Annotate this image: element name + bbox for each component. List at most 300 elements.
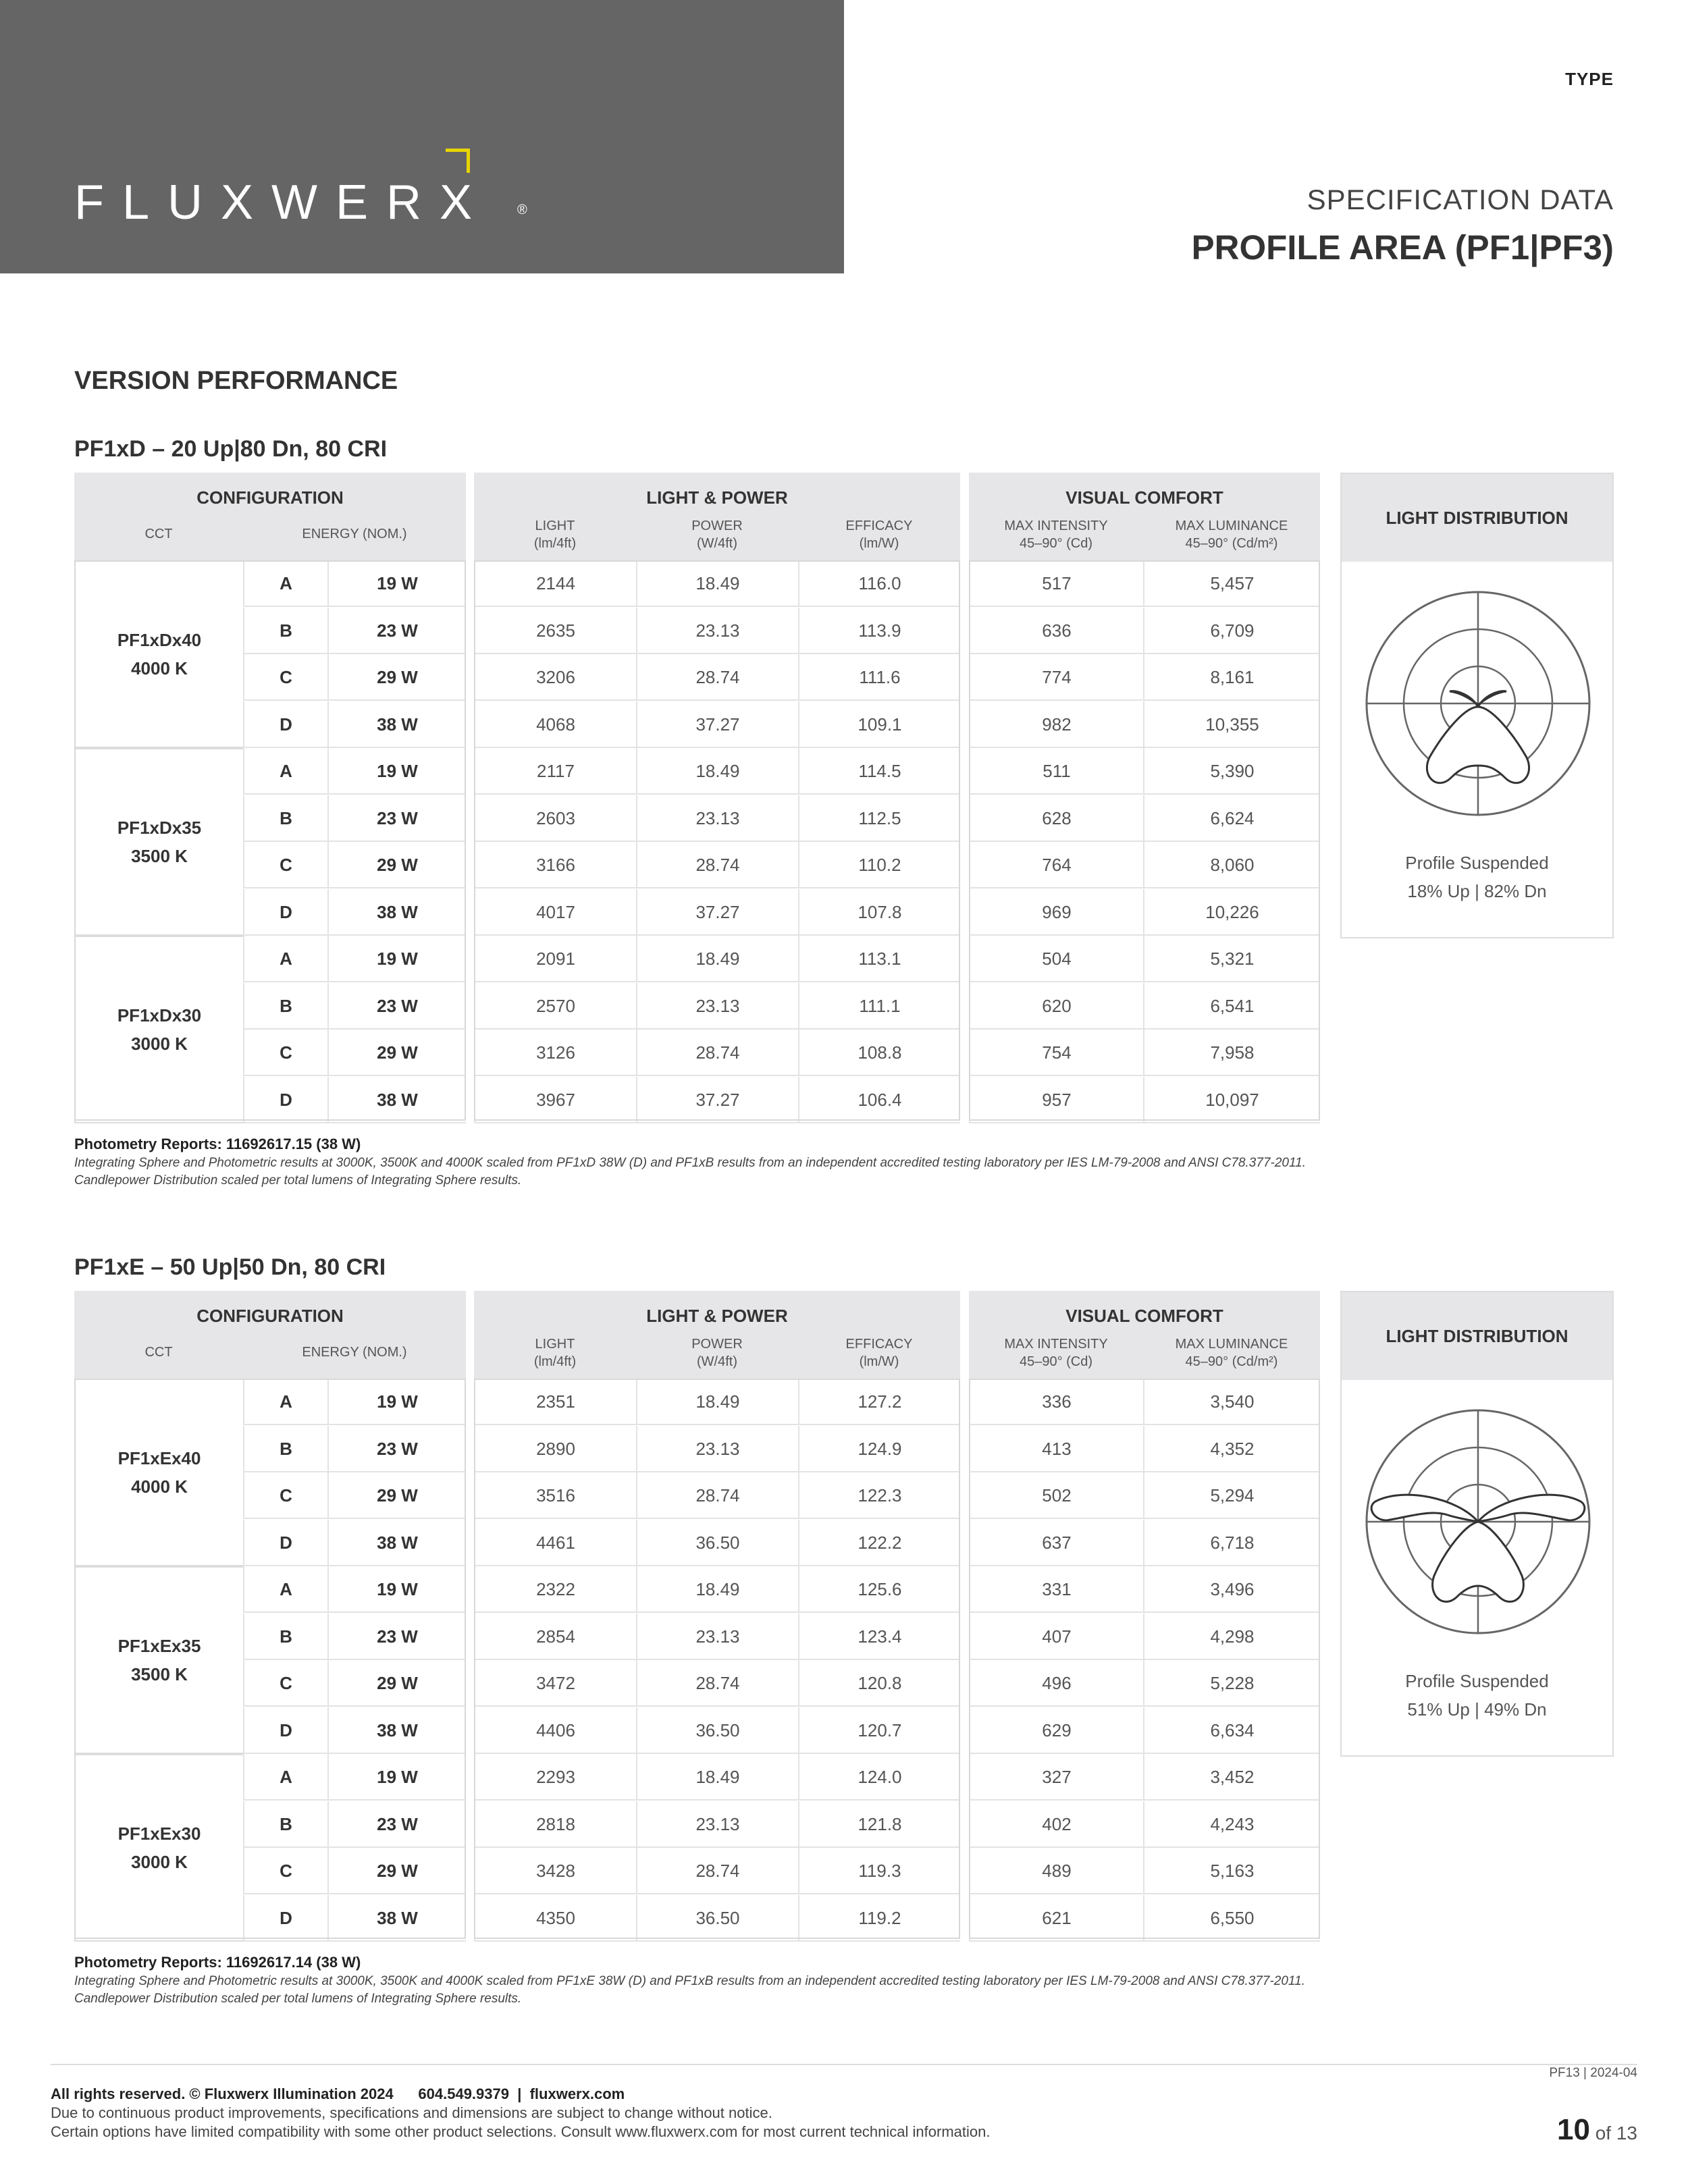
page-total: of 13 <box>1595 2123 1637 2143</box>
energy-letter: C <box>243 842 327 888</box>
energy-letter: A <box>243 748 327 795</box>
light-distribution-heading: LIGHT DISTRIBUTION <box>1342 474 1612 562</box>
table-row <box>243 1472 1320 1519</box>
energy-watts: 38 W <box>327 1895 466 1942</box>
max-intensity-value: 504 <box>969 936 1143 982</box>
efficacy-value: 120.8 <box>798 1660 960 1707</box>
efficacy-value: 113.1 <box>798 936 960 982</box>
page-number <box>1557 2113 1637 2147</box>
energy-watts: 19 W <box>327 748 466 795</box>
light-value: 3126 <box>474 1030 636 1076</box>
light-value: 2570 <box>474 983 636 1030</box>
photometry-notes <box>74 1952 1614 2008</box>
light-value: 3206 <box>474 654 636 701</box>
spec-subtitle: SPECIFICATION DATA <box>1307 184 1614 215</box>
max-luminance-value: 8,161 <box>1143 654 1320 701</box>
table-row <box>243 560 1320 607</box>
cct-code: PF1xDx40 <box>117 630 202 650</box>
max-intensity-value: 511 <box>969 748 1143 795</box>
light-label: LIGHT <box>535 1337 575 1352</box>
table-row <box>243 1614 1320 1660</box>
efficacy-value: 114.5 <box>798 748 960 795</box>
energy-letter: C <box>243 1472 327 1519</box>
data-table-body <box>74 560 1320 1121</box>
efficacy-unit: (lm/W) <box>859 1354 899 1369</box>
distribution-caption <box>1342 849 1612 905</box>
photometry-line-2: Candlepower Distribution scaled per total lumens of Integrating Sphere results. <box>74 1173 522 1188</box>
efficacy-heading <box>798 1335 960 1370</box>
max-intensity-heading <box>969 1335 1143 1370</box>
energy-letter: C <box>243 654 327 701</box>
efficacy-unit: (lm/W) <box>859 536 899 551</box>
table-row <box>243 608 1320 654</box>
cct-group-cell <box>74 560 243 748</box>
footer-phone: 604.549.9379 <box>418 2085 509 2102</box>
cct-group-cell <box>74 1566 243 1754</box>
light-value: 3967 <box>474 1077 636 1123</box>
max-intensity-value: 637 <box>969 1520 1143 1566</box>
light-value: 4017 <box>474 889 636 936</box>
light-heading <box>474 517 636 552</box>
visual-comfort-heading: VISUAL COMFORT <box>1065 1306 1223 1326</box>
header-configuration <box>74 473 466 560</box>
max-luminance-value: 6,709 <box>1143 608 1320 654</box>
section-title: VERSION PERFORMANCE <box>74 367 398 395</box>
power-heading <box>636 517 798 552</box>
light-power-heading: LIGHT & POWER <box>646 1306 788 1326</box>
photometry-line-2: Candlepower Distribution scaled per total lumens of Integrating Sphere results. <box>74 1992 522 2006</box>
max-intensity-unit: 45–90° (Cd) <box>1019 1354 1093 1369</box>
column-gap <box>466 560 474 1121</box>
max-luminance-value: 5,390 <box>1143 748 1320 795</box>
footer-rights: All rights reserved. © Fluxwerx Illumination 2024 <box>51 2085 394 2102</box>
power-value: 28.74 <box>636 1660 798 1707</box>
max-intensity-value: 629 <box>969 1707 1143 1754</box>
energy-letter: B <box>243 1801 327 1848</box>
table-row <box>243 889 1320 936</box>
table-row <box>243 1707 1320 1754</box>
max-luminance-value: 3,496 <box>1143 1566 1320 1613</box>
header-visual-comfort <box>969 473 1320 560</box>
logo-text: FLUXWERX <box>74 176 491 230</box>
power-value: 23.13 <box>636 795 798 842</box>
light-value: 3428 <box>474 1848 636 1894</box>
cct-group-cell <box>74 1754 243 1942</box>
max-luminance-value: 4,352 <box>1143 1426 1320 1472</box>
efficacy-label: EFFICACY <box>845 1337 913 1352</box>
light-value: 2293 <box>474 1754 636 1801</box>
distribution-mount: Profile Suspended <box>1405 1671 1549 1691</box>
light-power-heading: LIGHT & POWER <box>646 487 788 508</box>
table-row <box>243 1566 1320 1613</box>
power-value: 23.13 <box>636 1426 798 1472</box>
energy-watts: 38 W <box>327 889 466 936</box>
energy-letter: D <box>243 889 327 936</box>
logo-corner-accent <box>446 149 470 173</box>
table-row <box>243 1754 1320 1801</box>
max-luminance-value: 3,452 <box>1143 1754 1320 1801</box>
energy-watts: 38 W <box>327 1707 466 1754</box>
efficacy-value: 124.0 <box>798 1754 960 1801</box>
efficacy-value: 111.6 <box>798 654 960 701</box>
table-row <box>243 654 1320 701</box>
table-row <box>243 748 1320 795</box>
energy-letter: A <box>243 936 327 982</box>
cct-temperature: 3000 K <box>131 1852 188 1872</box>
power-value: 18.49 <box>636 1379 798 1425</box>
max-luminance-value: 10,097 <box>1143 1077 1320 1123</box>
max-luminance-value: 7,958 <box>1143 1030 1320 1076</box>
max-intensity-value: 502 <box>969 1472 1143 1519</box>
power-value: 28.74 <box>636 654 798 701</box>
max-luminance-value: 6,634 <box>1143 1707 1320 1754</box>
performance-block-pf1xd <box>74 432 1614 1188</box>
doc-code: PF13 | 2024-04 <box>1549 2066 1637 2080</box>
energy-letter: B <box>243 795 327 842</box>
power-value: 37.27 <box>636 889 798 936</box>
max-intensity-value: 402 <box>969 1801 1143 1848</box>
visual-comfort-heading: VISUAL COMFORT <box>1065 487 1223 508</box>
header-visual-comfort <box>969 1291 1320 1379</box>
energy-watts: 38 W <box>327 1077 466 1123</box>
footer: All rights reserved. © Fluxwerx Illumination 2024 604.549.9379 | fluxwerx.com Due to continuous product improvements, specifications and dimensions are subject to change without notice. Certain options have limited compatibility with some other product selections. Consult www.fluxwerx.com for most current technical information. <box>51 2085 991 2140</box>
max-intensity-value: 407 <box>969 1614 1143 1660</box>
light-label: LIGHT <box>535 518 575 533</box>
efficacy-heading <box>798 517 960 552</box>
spec-title: PROFILE AREA (PF1|PF3) <box>1191 228 1614 267</box>
max-intensity-value: 628 <box>969 795 1143 842</box>
header-configuration <box>74 1291 466 1379</box>
power-value: 18.49 <box>636 936 798 982</box>
max-luminance-value: 4,243 <box>1143 1801 1320 1848</box>
polar-distribution-diagram <box>1363 589 1593 818</box>
max-luminance-value: 5,457 <box>1143 560 1320 607</box>
footer-disclaimer: Due to continuous product improvements, specifications and dimensions are subject to change without notice. <box>51 2104 772 2121</box>
light-value: 3166 <box>474 842 636 888</box>
light-distribution-panel <box>1340 473 1614 938</box>
power-value: 37.27 <box>636 701 798 748</box>
max-luminance-label: MAX LUMINANCE <box>1175 1337 1288 1352</box>
efficacy-value: 110.2 <box>798 842 960 888</box>
polar-distribution-diagram <box>1363 1407 1593 1636</box>
distribution-split: 18% Up | 82% Dn <box>1407 881 1547 901</box>
type-label: TYPE <box>1565 69 1614 89</box>
cct-code: PF1xEx40 <box>117 1448 201 1468</box>
light-value: 4461 <box>474 1520 636 1566</box>
performance-block-pf1xe <box>74 1250 1614 2006</box>
energy-letter: A <box>243 1566 327 1613</box>
max-intensity-value: 957 <box>969 1077 1143 1123</box>
power-value: 18.49 <box>636 1754 798 1801</box>
table-row <box>243 1030 1320 1076</box>
max-intensity-value: 413 <box>969 1426 1143 1472</box>
energy-letter: C <box>243 1030 327 1076</box>
light-unit: (lm/4ft) <box>533 1354 577 1369</box>
max-intensity-value: 754 <box>969 1030 1143 1076</box>
energy-watts: 29 W <box>327 1660 466 1707</box>
energy-watts: 23 W <box>327 1426 466 1472</box>
max-intensity-value: 774 <box>969 654 1143 701</box>
energy-letter: D <box>243 1077 327 1123</box>
efficacy-value: 108.8 <box>798 1030 960 1076</box>
efficacy-value: 119.2 <box>798 1895 960 1942</box>
table-row <box>243 842 1320 888</box>
max-luminance-value: 3,540 <box>1143 1379 1320 1425</box>
max-luminance-value: 5,294 <box>1143 1472 1320 1519</box>
efficacy-value: 109.1 <box>798 701 960 748</box>
max-intensity-heading <box>969 517 1143 552</box>
power-value: 28.74 <box>636 1472 798 1519</box>
table-row <box>243 1848 1320 1894</box>
table-row <box>243 1520 1320 1566</box>
efficacy-value: 122.3 <box>798 1472 960 1519</box>
energy-watts: 23 W <box>327 795 466 842</box>
energy-watts: 19 W <box>327 1379 466 1425</box>
cct-temperature: 4000 K <box>131 1476 188 1497</box>
cct-code: PF1xEx30 <box>117 1823 201 1844</box>
max-luminance-heading <box>1143 517 1320 552</box>
max-intensity-unit: 45–90° (Cd) <box>1019 536 1093 551</box>
energy-letter: D <box>243 1895 327 1942</box>
light-value: 2603 <box>474 795 636 842</box>
energy-watts: 38 W <box>327 1520 466 1566</box>
efficacy-value: 113.9 <box>798 608 960 654</box>
table-row <box>243 1895 1320 1942</box>
max-intensity-label: MAX INTENSITY <box>1004 1337 1108 1352</box>
cct-temperature: 3500 K <box>131 1664 188 1684</box>
column-gap <box>960 560 968 1121</box>
table-row <box>243 1801 1320 1848</box>
energy-watts: 23 W <box>327 608 466 654</box>
table-row <box>243 1077 1320 1123</box>
energy-letter: D <box>243 1707 327 1754</box>
cct-heading: CCT <box>144 527 173 541</box>
light-value: 4406 <box>474 1707 636 1754</box>
block-title: PF1xD – 20 Up|80 Dn, 80 CRI <box>74 436 388 462</box>
efficacy-value: 116.0 <box>798 560 960 607</box>
distribution-split: 51% Up | 49% Dn <box>1407 1699 1547 1720</box>
energy-letter: B <box>243 1614 327 1660</box>
energy-letter: D <box>243 701 327 748</box>
power-unit: (W/4ft) <box>697 536 737 551</box>
energy-letter: D <box>243 1520 327 1566</box>
max-luminance-value: 5,163 <box>1143 1848 1320 1894</box>
header-light-power <box>474 1291 960 1379</box>
max-intensity-value: 327 <box>969 1754 1143 1801</box>
header-light-power <box>474 473 960 560</box>
light-value: 2818 <box>474 1801 636 1848</box>
energy-watts: 19 W <box>327 1566 466 1613</box>
efficacy-value: 111.1 <box>798 983 960 1030</box>
light-value: 2351 <box>474 1379 636 1425</box>
power-label: POWER <box>691 1337 743 1352</box>
light-heading <box>474 1335 636 1370</box>
energy-letter: A <box>243 1379 327 1425</box>
max-luminance-value: 6,550 <box>1143 1895 1320 1942</box>
energy-watts: 23 W <box>327 1614 466 1660</box>
cct-group-cell <box>74 936 243 1123</box>
cct-heading: CCT <box>144 1345 173 1360</box>
cct-code: PF1xEx35 <box>117 1636 201 1656</box>
block-title: PF1xE – 50 Up|50 Dn, 80 CRI <box>74 1254 386 1280</box>
energy-watts: 29 W <box>327 654 466 701</box>
max-intensity-value: 620 <box>969 983 1143 1030</box>
table-row <box>243 1379 1320 1425</box>
energy-watts: 29 W <box>327 842 466 888</box>
max-luminance-unit: 45–90° (Cd/m²) <box>1185 536 1278 551</box>
efficacy-value: 112.5 <box>798 795 960 842</box>
distribution-mount: Profile Suspended <box>1405 853 1549 873</box>
power-value: 18.49 <box>636 560 798 607</box>
photometry-line-1: Integrating Sphere and Photometric results at 3000K, 3500K and 4000K scaled from PF1xE 38W (D) and PF1xB results from an independent accredited testing laboratory per IES LM-79-2008 and ANSI C78.377-2011. <box>74 1974 1305 1988</box>
efficacy-value: 107.8 <box>798 889 960 936</box>
max-intensity-label: MAX INTENSITY <box>1004 518 1108 533</box>
power-value: 28.74 <box>636 842 798 888</box>
max-luminance-value: 5,321 <box>1143 936 1320 982</box>
energy-watts: 29 W <box>327 1030 466 1076</box>
energy-letter: C <box>243 1848 327 1894</box>
energy-heading: ENERGY (NOM.) <box>302 527 407 541</box>
max-intensity-value: 517 <box>969 560 1143 607</box>
distribution-caption <box>1342 1667 1612 1724</box>
power-value: 28.74 <box>636 1030 798 1076</box>
efficacy-value: 124.9 <box>798 1426 960 1472</box>
configuration-heading: CONFIGURATION <box>196 487 344 508</box>
max-luminance-value: 6,541 <box>1143 983 1320 1030</box>
cct-group-cell <box>74 748 243 936</box>
column-gap <box>960 1379 968 1939</box>
efficacy-value: 106.4 <box>798 1077 960 1123</box>
max-intensity-value: 621 <box>969 1895 1143 1942</box>
light-unit: (lm/4ft) <box>533 536 577 551</box>
light-value: 2635 <box>474 608 636 654</box>
efficacy-label: EFFICACY <box>845 518 913 533</box>
energy-watts: 19 W <box>327 1754 466 1801</box>
cct-code: PF1xDx35 <box>117 818 202 838</box>
photometry-notes <box>74 1134 1614 1190</box>
energy-watts: 29 W <box>327 1848 466 1894</box>
efficacy-value: 120.7 <box>798 1707 960 1754</box>
max-luminance-value: 5,228 <box>1143 1660 1320 1707</box>
footer-divider <box>51 2064 1637 2065</box>
energy-watts: 38 W <box>327 701 466 748</box>
max-luminance-heading <box>1143 1335 1320 1370</box>
power-value: 28.74 <box>636 1848 798 1894</box>
power-heading <box>636 1335 798 1370</box>
power-value: 18.49 <box>636 1566 798 1613</box>
table-row <box>243 936 1320 982</box>
footer-site: fluxwerx.com <box>529 2085 625 2102</box>
light-value: 2144 <box>474 560 636 607</box>
light-value: 2890 <box>474 1426 636 1472</box>
light-value: 3472 <box>474 1660 636 1707</box>
max-intensity-value: 336 <box>969 1379 1143 1425</box>
cct-group-cell <box>74 1379 243 1566</box>
efficacy-value: 123.4 <box>798 1614 960 1660</box>
photometry-heading: Photometry Reports: 11692617.15 (38 W) <box>74 1136 361 1152</box>
energy-letter: B <box>243 983 327 1030</box>
max-intensity-value: 982 <box>969 701 1143 748</box>
light-value: 4068 <box>474 701 636 748</box>
max-intensity-value: 489 <box>969 1848 1143 1894</box>
logo-registered-mark: ® <box>517 203 527 217</box>
header-band <box>0 0 844 273</box>
max-luminance-value: 6,624 <box>1143 795 1320 842</box>
max-luminance-value: 10,355 <box>1143 701 1320 748</box>
energy-letter: A <box>243 560 327 607</box>
max-luminance-value: 4,298 <box>1143 1614 1320 1660</box>
max-luminance-value: 8,060 <box>1143 842 1320 888</box>
configuration-heading: CONFIGURATION <box>196 1306 344 1326</box>
photometry-heading: Photometry Reports: 11692617.14 (38 W) <box>74 1954 361 1971</box>
photometry-line-1: Integrating Sphere and Photometric results at 3000K, 3500K and 4000K scaled from PF1xD 38W (D) and PF1xB results from an independent accredited testing laboratory per IES LM-79-2008 and ANSI C78.377-2011. <box>74 1156 1306 1170</box>
table-row <box>243 1426 1320 1472</box>
light-value: 2322 <box>474 1566 636 1613</box>
efficacy-value: 125.6 <box>798 1566 960 1613</box>
light-value: 2854 <box>474 1614 636 1660</box>
energy-letter: A <box>243 1754 327 1801</box>
light-value: 2091 <box>474 936 636 982</box>
energy-letter: C <box>243 1660 327 1707</box>
power-label: POWER <box>691 518 743 533</box>
power-value: 23.13 <box>636 1801 798 1848</box>
power-value: 36.50 <box>636 1520 798 1566</box>
power-value: 37.27 <box>636 1077 798 1123</box>
cct-temperature: 4000 K <box>131 658 188 678</box>
table-row <box>243 983 1320 1030</box>
power-value: 23.13 <box>636 1614 798 1660</box>
footer-compatibility: Certain options have limited compatibility with some other product selections. Consult www.fluxwerx.com for most current technical information. <box>51 2123 991 2140</box>
light-value: 4350 <box>474 1895 636 1942</box>
energy-heading: ENERGY (NOM.) <box>302 1345 407 1360</box>
column-gap <box>466 1379 474 1939</box>
max-luminance-value: 10,226 <box>1143 889 1320 936</box>
cct-temperature: 3000 K <box>131 1034 188 1054</box>
efficacy-value: 121.8 <box>798 1801 960 1848</box>
max-intensity-value: 764 <box>969 842 1143 888</box>
table-row <box>243 701 1320 748</box>
power-unit: (W/4ft) <box>697 1354 737 1369</box>
fluxwerx-logo <box>74 172 527 233</box>
energy-letter: B <box>243 608 327 654</box>
efficacy-value: 122.2 <box>798 1520 960 1566</box>
energy-watts: 23 W <box>327 983 466 1030</box>
energy-watts: 23 W <box>327 1801 466 1848</box>
cct-temperature: 3500 K <box>131 846 188 866</box>
light-distribution-heading: LIGHT DISTRIBUTION <box>1342 1292 1612 1380</box>
max-luminance-value: 6,718 <box>1143 1520 1320 1566</box>
energy-watts: 29 W <box>327 1472 466 1519</box>
max-intensity-value: 636 <box>969 608 1143 654</box>
energy-letter: B <box>243 1426 327 1472</box>
table-row <box>243 1660 1320 1707</box>
energy-watts: 19 W <box>327 560 466 607</box>
page-current: 10 <box>1556 2113 1590 2146</box>
cct-code: PF1xDx30 <box>117 1005 202 1026</box>
max-intensity-value: 969 <box>969 889 1143 936</box>
max-intensity-value: 331 <box>969 1566 1143 1613</box>
efficacy-value: 127.2 <box>798 1379 960 1425</box>
data-table-body <box>74 1379 1320 1939</box>
light-distribution-panel <box>1340 1291 1614 1757</box>
max-luminance-unit: 45–90° (Cd/m²) <box>1185 1354 1278 1369</box>
power-value: 36.50 <box>636 1707 798 1754</box>
power-value: 36.50 <box>636 1895 798 1942</box>
power-value: 23.13 <box>636 983 798 1030</box>
power-value: 18.49 <box>636 748 798 795</box>
energy-watts: 19 W <box>327 936 466 982</box>
efficacy-value: 119.3 <box>798 1848 960 1894</box>
